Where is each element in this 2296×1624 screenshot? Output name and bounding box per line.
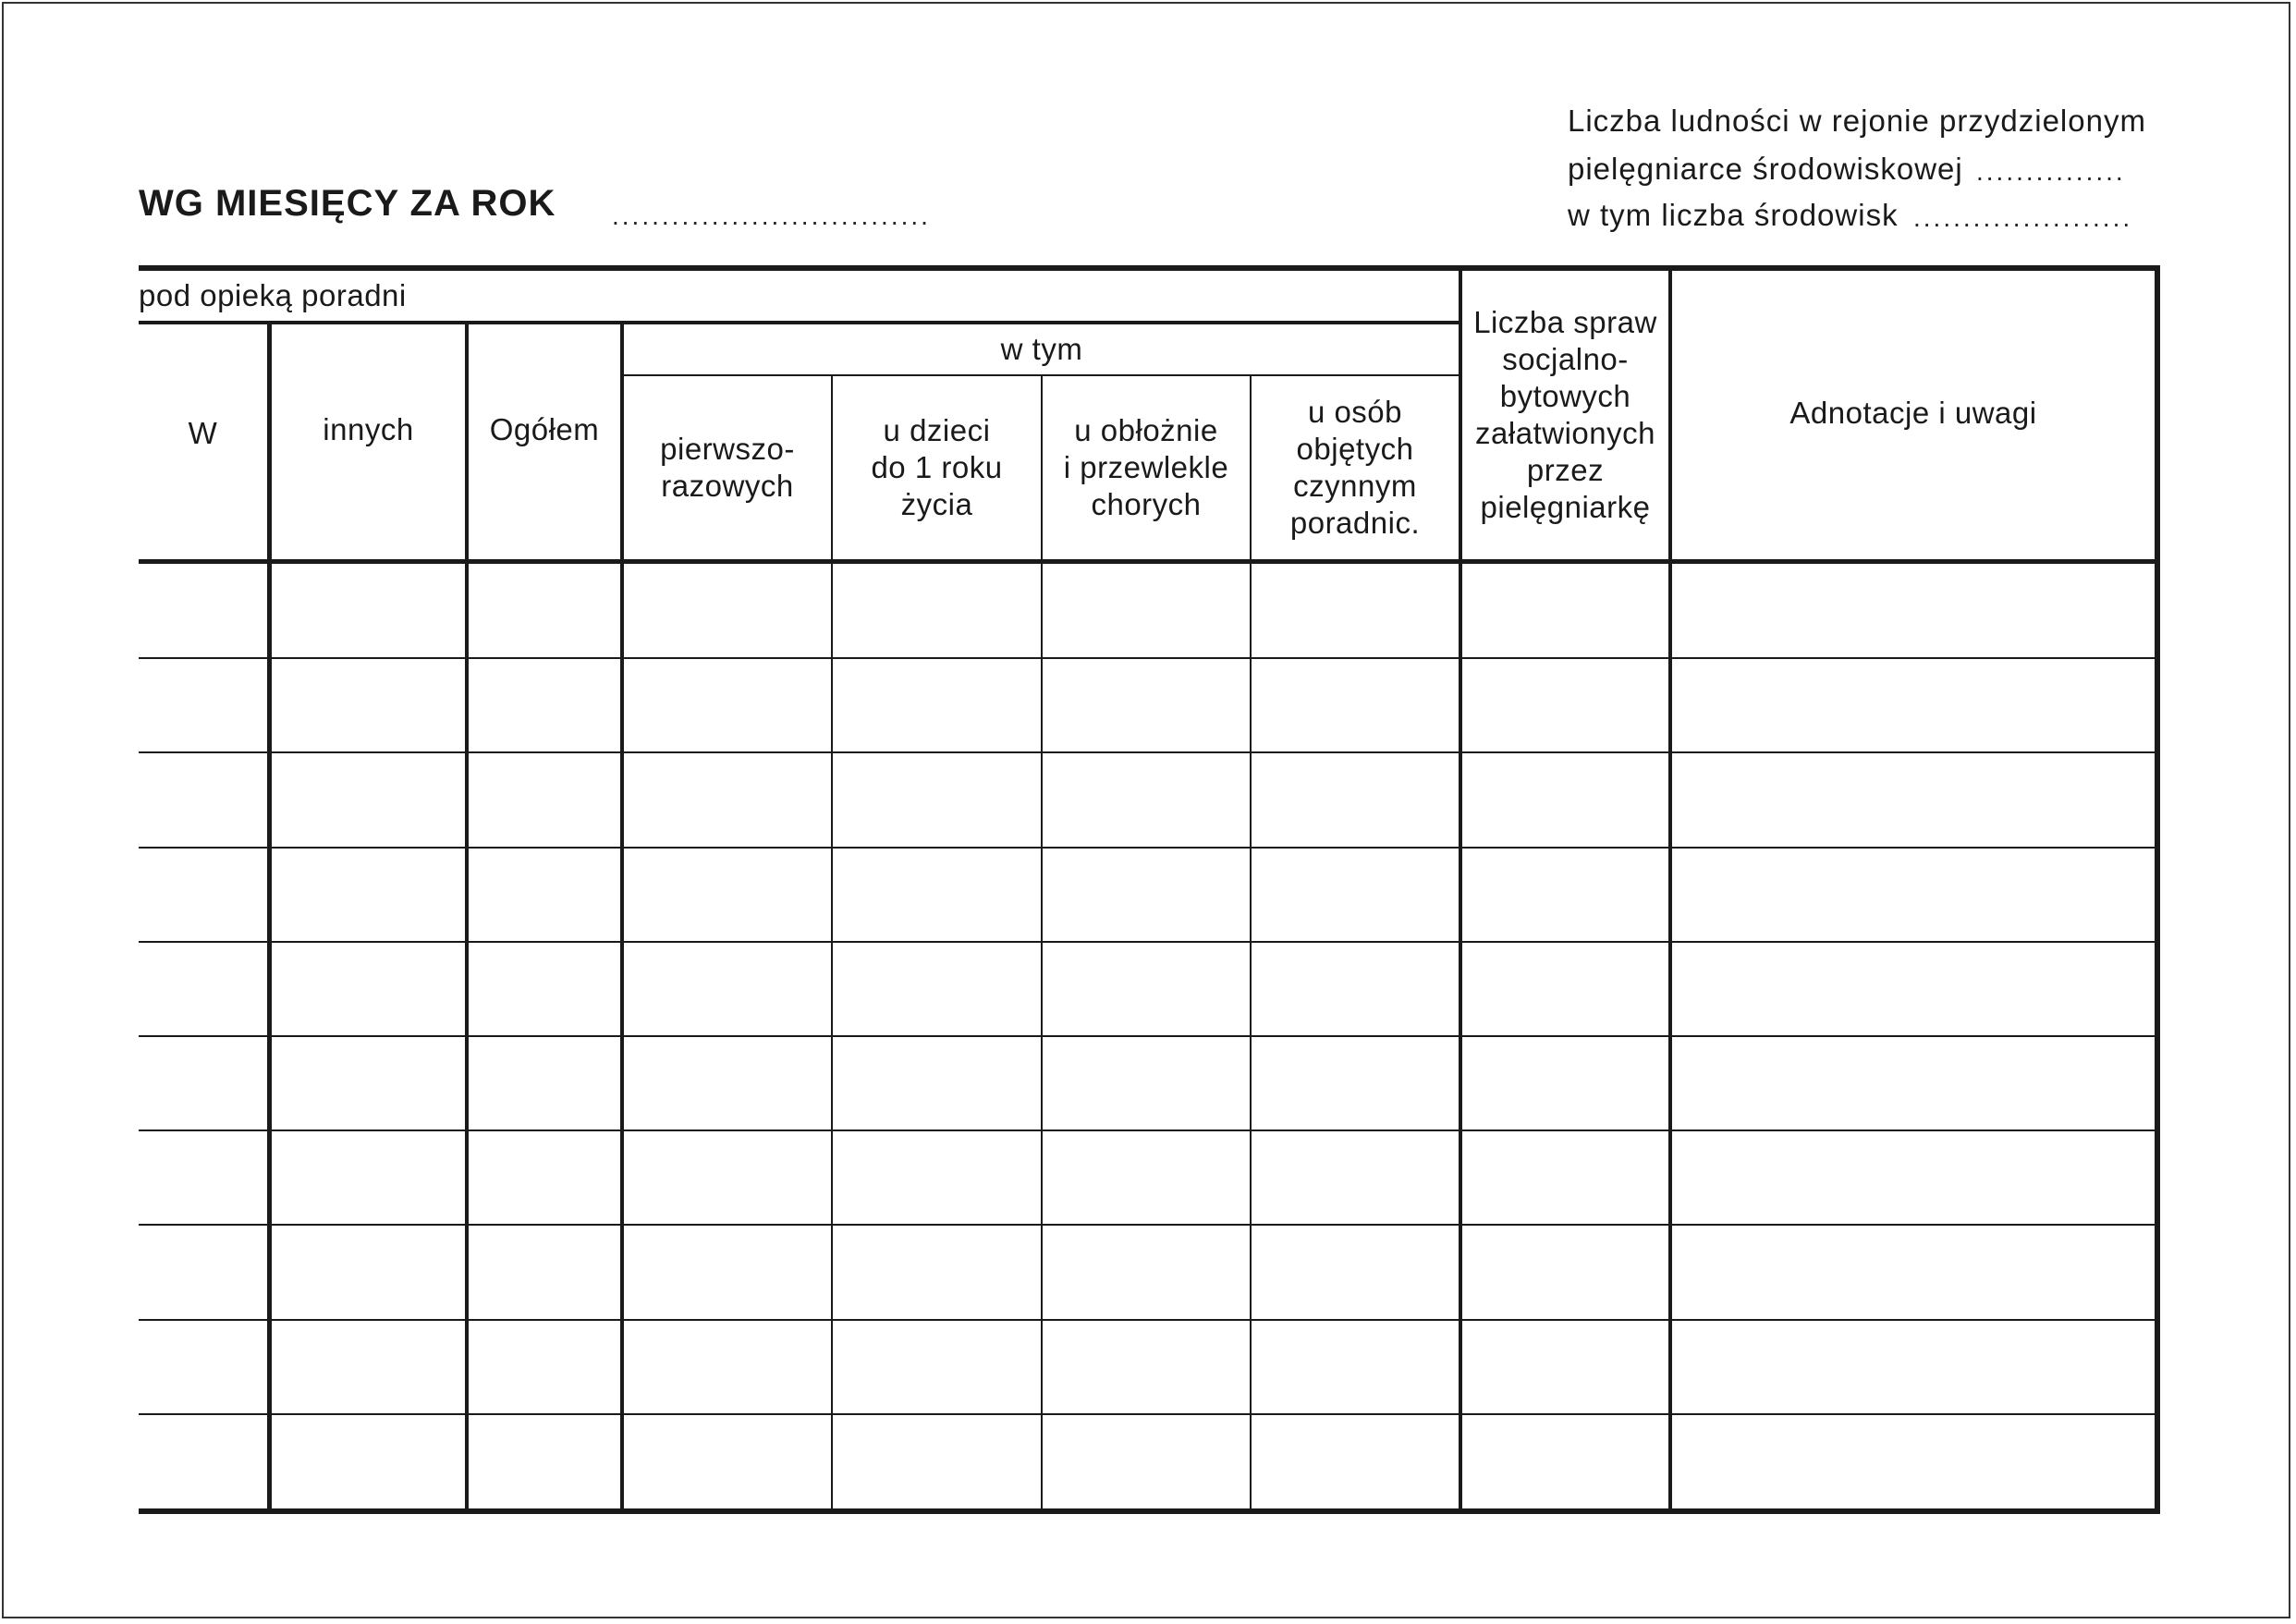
table-right-border — [2155, 266, 2160, 1514]
col-header-adnotacje: Adnotacje i uwagi — [1789, 396, 2037, 430]
title-fill-line[interactable]: ................................ — [612, 201, 931, 230]
table-row[interactable] — [139, 1130, 2155, 1225]
table-row[interactable] — [139, 848, 2155, 942]
table-row[interactable] — [139, 1414, 2155, 1508]
group-header-pod-opieka: pod opieką poradni — [139, 278, 407, 312]
col-header-ogolem: Ogółem — [489, 412, 600, 446]
col-header-u-oblozenie: u obłożnie i przewlekle chorych — [1063, 413, 1229, 521]
table-row[interactable] — [139, 564, 2155, 658]
col-header-w: W — [188, 416, 218, 450]
table-row[interactable] — [139, 752, 2155, 847]
population-label: Liczba ludności w rejonie przydzielonym — [1568, 104, 2146, 138]
table-row[interactable] — [139, 1320, 2155, 1414]
form-title: WG MIESIĘCY ZA ROK — [139, 183, 556, 224]
environments-fill-line[interactable]: ...................... — [1913, 203, 2133, 232]
col-header-u-osob: u osób objętych czynnym poradnic. — [1289, 395, 1421, 540]
table-bottom-border — [139, 1508, 2160, 1514]
nurse-label: pielęgniarce środowiskowej — [1568, 152, 1963, 186]
population-fill-line[interactable]: ............... — [1976, 157, 2126, 186]
table-row[interactable] — [139, 658, 2155, 752]
subgroup-header-w-tym: w tym — [1000, 332, 1083, 366]
col-header-innych: innych — [323, 412, 414, 446]
table-row[interactable] — [139, 1225, 2155, 1319]
table-row[interactable] — [139, 1036, 2155, 1130]
col-header-pierwszorazowych: pierwszo- razowych — [660, 432, 795, 503]
col-header-u-dzieci: u dzieci do 1 roku życia — [871, 413, 1003, 521]
col-header-liczba-spraw: Liczba spraw socjalno- bytowych załatwionych przez pielęgniarkę — [1473, 305, 1657, 524]
environments-label: w tym liczba środowisk — [1568, 198, 1899, 232]
table-row[interactable] — [139, 942, 2155, 1036]
